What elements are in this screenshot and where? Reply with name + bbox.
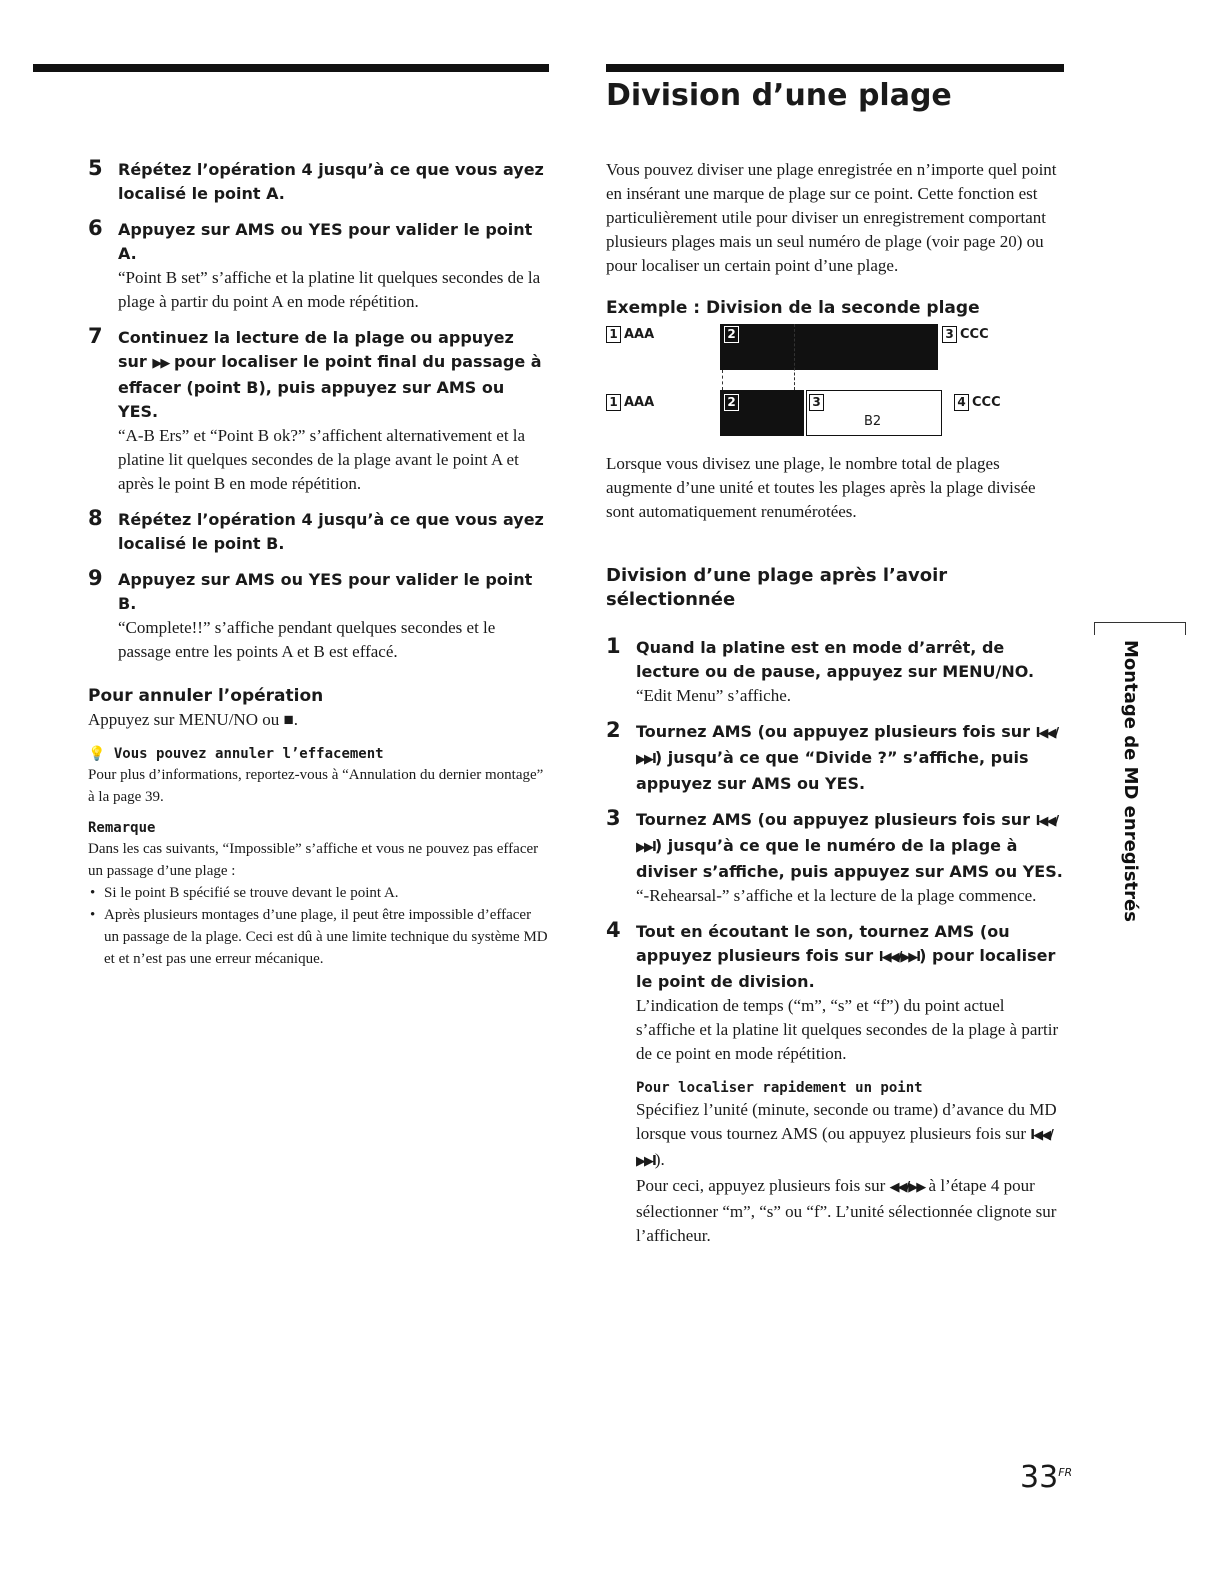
- page-number-suffix: FR: [1058, 1466, 1073, 1479]
- step-title: Répétez l’opération 4 jusqu’à ce que vous ayez localisé le point A.: [118, 160, 544, 203]
- skip-buttons-icon: I◀◀/▶▶I: [636, 814, 1058, 855]
- step-title-part: Tournez AMS (ou appuyez plusieurs fois sur: [636, 722, 1031, 741]
- fast-forward-icon: ▶▶: [152, 356, 169, 371]
- step-description: “Point B set” s’affiche et la platine lit quelques secondes de la plage à partir du point A en mode répétition.: [118, 268, 541, 311]
- step-description: L’indication de temps (“m”, “s” et “f”) du point actuel s’affiche et la platine lit quelques secondes de la plage à partir de ce point en mode répétition.: [636, 996, 1059, 1063]
- page-number-value: 33: [1020, 1460, 1059, 1495]
- quick-text-part: Spécifiez l’unité (minute, seconde ou trame) d’avance du MD lorsque vous tournez AMS (ou appuyez plusieurs fois sur: [636, 1100, 1057, 1143]
- step-title-part: Tout en écoutant le son, tournez AMS (ou appuyez plusieurs fois sur: [636, 922, 1010, 965]
- track-2-top: 2: [724, 326, 742, 343]
- step-number: 3: [606, 806, 621, 830]
- note-text: Dans les cas suivants, “Impossible” s’affiche et vous ne pouvez pas effacer un passage d’une plage :: [88, 841, 539, 879]
- step-8: [88, 508, 548, 556]
- cancel-text: Appuyez sur MENU/NO ou ■.: [88, 710, 298, 729]
- note-heading: Remarque: [88, 820, 156, 836]
- track-division-diagram: [606, 324, 1066, 444]
- quick-heading: Pour localiser rapidement un point: [636, 1080, 923, 1096]
- skip-buttons-icon: I◀◀/▶▶I: [636, 1128, 1052, 1169]
- search-buttons-icon: ◀◀/▶▶: [889, 1180, 925, 1195]
- quick-text-part: Pour ceci, appuyez plusieurs fois sur: [636, 1176, 886, 1195]
- step-title: [118, 326, 548, 424]
- step-description: “Complete!!” s’affiche pendant quelques secondes et le passage entre les points A et B est effacé.: [118, 618, 496, 661]
- quick-text: [636, 1098, 1066, 1174]
- step-2: [606, 720, 1066, 796]
- lightbulb-icon: 💡: [88, 746, 106, 762]
- list-item: • Si le point B spécifié se trouve devant le point A.: [104, 882, 548, 904]
- skip-buttons-icon: I◀◀/▶▶I: [636, 726, 1058, 767]
- step-title: Quand la platine est en mode d’arrêt, de lecture ou de pause, appuyez sur MENU/NO.: [636, 638, 1035, 681]
- step-title: Appuyez sur AMS ou YES pour valider le point B.: [118, 570, 533, 613]
- track-4-bottom: 4 CCC: [954, 394, 1001, 411]
- quick-locate-section: [606, 1078, 1066, 1248]
- tip-heading: [88, 744, 548, 764]
- step-number: 2: [606, 718, 621, 742]
- step-title-part: Continuez la lecture de la plage ou appuyez sur: [118, 328, 514, 371]
- track-3-bottom: 3: [809, 394, 827, 411]
- track-3-top: 3 CCC: [942, 326, 989, 343]
- step-5: [88, 158, 548, 206]
- step-title-part: pour localiser le point final du passage à effacer (point B), puis appuyez sur AMS ou YES.: [118, 352, 542, 421]
- step-number: 7: [88, 324, 103, 348]
- step-description: “Edit Menu” s’affiche.: [636, 686, 791, 705]
- step-6: [88, 218, 548, 314]
- section-side-label: Montage de MD enregistrés: [1120, 640, 1141, 922]
- example-heading: Exemple : Division de la seconde plage: [606, 298, 980, 318]
- step-3: [606, 808, 1066, 908]
- step-title-part: Tournez AMS (ou appuyez plusieurs fois sur: [636, 810, 1031, 829]
- quick-text-part: à l’étape 4 pour sélectionner “m”, “s” ou “f”. L’unité sélectionnée clignote sur l’afficheur.: [636, 1176, 1057, 1245]
- cancel-heading: Pour annuler l’opération: [88, 686, 324, 706]
- step-title: Répétez l’opération 4 jusqu’à ce que vous ayez localisé le point B.: [118, 510, 544, 553]
- after-diagram-text: Lorsque vous divisez une plage, le nombre total de plages augmente d’une unité et toutes les plages après la plage divisée sont automatiquement renumérotées.: [606, 454, 1036, 521]
- section-heading: Division d’une plage après l’avoir sélectionnée: [606, 565, 948, 610]
- step-title-part: ) jusqu’à ce que “Divide ?” s’affiche, puis appuyez sur AMS ou YES.: [636, 748, 1029, 793]
- step-description: “A-B Ers” et “Point B ok?” s’affichent alternativement et la platine lit quelques secondes de la plage avant le point A et après le point B en mode répétition.: [118, 426, 526, 493]
- right-steps: [606, 636, 1066, 1066]
- step-title: [636, 720, 1066, 796]
- note-bullets: [88, 882, 548, 970]
- step-title-part: ) jusqu’à ce que le numéro de la plage à diviser s’affiche, puis appuyez sur AMS ou YES.: [636, 836, 1063, 881]
- track-1-top: 1 AAA: [606, 326, 654, 343]
- step-number: 9: [88, 566, 103, 590]
- step-7: [88, 326, 548, 496]
- divider-line: [722, 370, 723, 390]
- top-rule-right: [606, 64, 1064, 72]
- page-number: [1020, 1460, 1072, 1495]
- divider-line: [794, 324, 795, 390]
- page-title: Division d’une plage: [606, 78, 952, 113]
- track-2-bottom: 2: [724, 394, 742, 411]
- tip-heading-text: Vous pouvez annuler l’effacement: [113, 746, 384, 762]
- track-2-block-top: [720, 324, 938, 370]
- skip-buttons-icon: I◀◀/▶▶I: [878, 950, 920, 965]
- list-item: • Après plusieurs montages d’une plage, il peut être impossible d’effacer un passage de la plage. Ceci est dû à une limite technique du système MD et et n’est pas une erreur mécanique.: [104, 904, 548, 970]
- step-title-part: ) pour localiser le point de division.: [636, 946, 1056, 991]
- step-9: [88, 568, 548, 664]
- step-title: [636, 808, 1066, 884]
- top-rule-left: [33, 64, 549, 72]
- tip-text: Pour plus d’informations, reportez-vous à “Annulation du dernier montage” à la page 39.: [88, 767, 544, 805]
- left-column: [88, 158, 548, 970]
- quick-text-part: ).: [654, 1150, 665, 1169]
- step-number: 5: [88, 156, 103, 180]
- intro-text: Vous pouvez diviser une plage enregistrée en n’importe quel point en insérant une marque de plage sur ce point. Cette fonction est particulièrement utile pour diviser un enregistrement comportant plusieurs plages mais un seul numéro de plage (voir page 20) ou pour localiser un certain point d’une plage.: [606, 160, 1057, 275]
- track-1-bottom: 1 AAA: [606, 394, 654, 411]
- right-column: [606, 158, 1066, 1248]
- track-3-label: B2: [864, 414, 882, 429]
- step-description: “-Rehearsal-” s’affiche et la lecture de la plage commence.: [636, 886, 1037, 905]
- section-tab: [1094, 622, 1186, 635]
- step-number: 6: [88, 216, 103, 240]
- step-title: [636, 920, 1066, 994]
- quick-text-2: [636, 1174, 1066, 1248]
- step-number: 4: [606, 918, 621, 942]
- step-number: 1: [606, 634, 621, 658]
- step-4: [606, 920, 1066, 1066]
- step-title: Appuyez sur AMS ou YES pour valider le point A.: [118, 220, 533, 263]
- step-1: [606, 636, 1066, 708]
- step-number: 8: [88, 506, 103, 530]
